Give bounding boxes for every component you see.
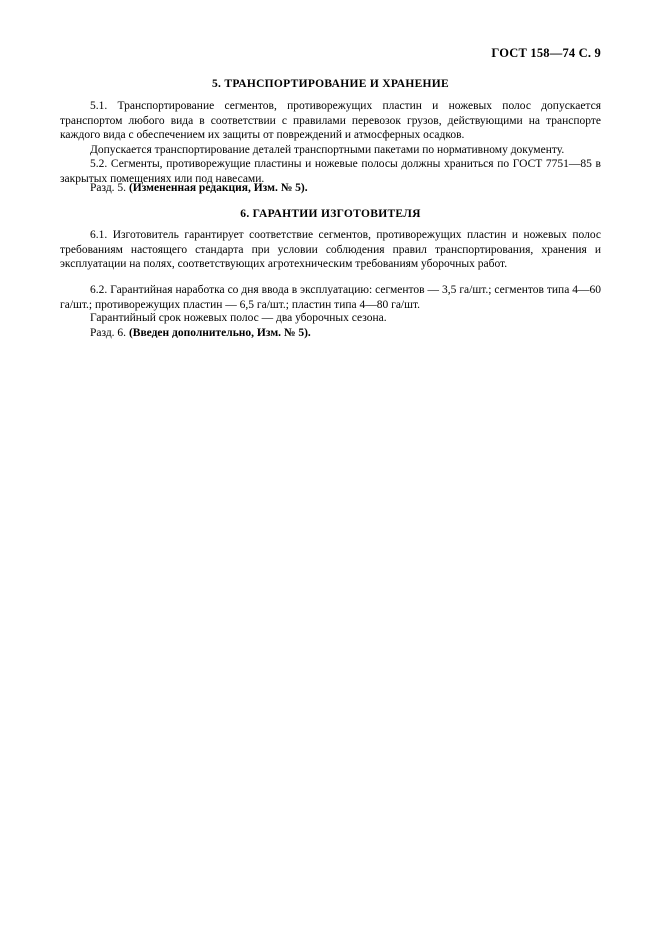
amendment-text: (Измененная редакция, Изм. № 5). (128, 182, 308, 194)
section-6-paragraph-3: Гарантийный срок ножевых полос — два уборочных сезона. (90, 312, 387, 324)
section-5-amendment-note (60, 181, 601, 196)
section-5-title: 5. ТРАНСПОРТИРОВАНИЕ И ХРАНЕНИЕ (212, 78, 449, 90)
section-6-amendment-note (60, 326, 601, 341)
page-header: ГОСТ 158—74 С. 9 (491, 46, 601, 60)
amendment-prefix: Разд. 5. (90, 182, 129, 194)
section-5-paragraph-2: Допускается транспортирование деталей транспортными пакетами по нормативному документу. (90, 144, 565, 156)
section-5-paragraph-3: 5.2. Сегменты, противорежущие пластины и ножевые полосы должны храниться по ГОСТ 7751—85 в закрытых помещениях или под навесами. (60, 158, 601, 185)
section-6-title: 6. ГАРАНТИИ ИЗГОТОВИТЕЛЯ (240, 208, 421, 220)
amendment-text: (Введен дополнительно, Изм. № 5). (128, 327, 311, 339)
section-6-paragraph-2: 6.2. Гарантийная наработка со дня ввода в эксплуатацию: сегментов — 3,5 га/шт.; сегментов типа 4—60 га/шт.; противорежущих пластин — 6,5 га/шт.; пластин типа 4—80 га/шт. (60, 284, 601, 311)
amendment-prefix: Разд. 6. (90, 327, 129, 339)
section-5-paragraph-1: 5.1. Транспортирование сегментов, противорежущих пластин и ножевых полос допускается транспортом любого вида в соответствии с правилами перевозок грузов, действующими на транспорте каждого вида с обеспечением их защиты от повреждений и атмосферных осадков. (60, 100, 601, 142)
section-6-paragraph-1: 6.1. Изготовитель гарантирует соответствие сегментов, противорежущих пластин и ножевых полос требованиям настоящего стандарта при условии соблюдения правил транспортирования, хранения и эксплуатации на полях, соответствующих агротехническим требованиям уборочных работ. (60, 229, 601, 271)
